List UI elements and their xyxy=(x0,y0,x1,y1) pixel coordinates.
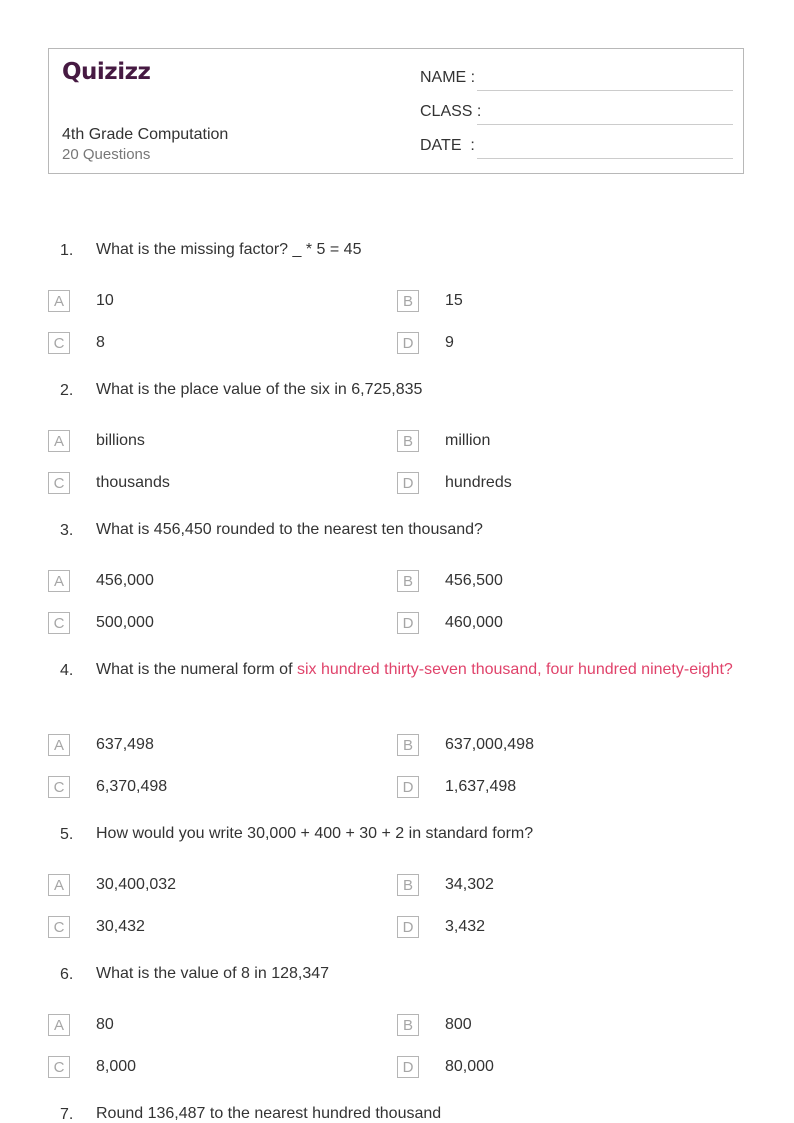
option-text: hundreds xyxy=(445,474,512,491)
option-text: 637,498 xyxy=(96,736,154,753)
option-text: 500,000 xyxy=(96,614,154,631)
question-text-prefix: What is the numeral form of xyxy=(96,661,297,678)
q2-option-b[interactable] xyxy=(397,430,491,452)
worksheet-title: 4th Grade Computation xyxy=(62,126,229,143)
question-text: Round 136,487 to the nearest hundred thousand xyxy=(96,1105,442,1122)
option-letter-c: C xyxy=(48,472,70,494)
option-letter-c: C xyxy=(48,776,70,798)
option-letter-c: C xyxy=(48,332,70,354)
option-letter-b: B xyxy=(397,290,419,312)
question-text: How would you write 30,000 + 400 + 30 + 2 in standard form? xyxy=(96,825,534,842)
option-text: thousands xyxy=(96,474,170,491)
option-text: 6,370,498 xyxy=(96,778,168,795)
question-text xyxy=(96,658,736,682)
option-text: 80,000 xyxy=(445,1058,494,1075)
option-letter-a: A xyxy=(48,430,70,452)
q2-option-d[interactable] xyxy=(397,472,512,494)
name-line xyxy=(477,89,733,91)
q2-option-c[interactable] xyxy=(48,472,170,494)
q1-option-a[interactable] xyxy=(48,290,114,312)
quizizz-logo: Quizizz xyxy=(62,59,151,85)
q5-option-b[interactable] xyxy=(397,874,494,896)
question-number: 4. xyxy=(60,662,74,679)
worksheet-header xyxy=(48,48,744,174)
option-text: 30,432 xyxy=(96,918,145,935)
option-text: 8 xyxy=(96,334,105,351)
question-count: 20 Questions xyxy=(62,146,151,163)
option-letter-a: A xyxy=(48,874,70,896)
question-text: What is 456,450 rounded to the nearest ten thousand? xyxy=(96,521,483,538)
question-number: 7. xyxy=(60,1106,74,1123)
option-letter-b: B xyxy=(397,430,419,452)
question-number: 3. xyxy=(60,522,74,539)
q4-option-d[interactable] xyxy=(397,776,517,798)
class-line xyxy=(477,123,733,125)
q6-option-b[interactable] xyxy=(397,1014,472,1036)
question-number: 6. xyxy=(60,966,74,983)
option-letter-a: A xyxy=(48,1014,70,1036)
option-text: 30,400,032 xyxy=(96,876,177,893)
q6-option-c[interactable] xyxy=(48,1056,137,1078)
option-letter-b: B xyxy=(397,874,419,896)
option-text: 15 xyxy=(445,292,463,309)
q1-option-c[interactable] xyxy=(48,332,105,354)
option-letter-a: A xyxy=(48,290,70,312)
question-text-highlight: six hundred thirty-seven thousand, four hundred ninety-eight? xyxy=(296,661,733,678)
date-label: DATE : xyxy=(420,137,475,154)
option-letter-b: B xyxy=(397,570,419,592)
q4-option-b[interactable] xyxy=(397,734,534,756)
option-text: billions xyxy=(96,432,145,449)
q4-option-a[interactable] xyxy=(48,734,154,756)
q4-option-c[interactable] xyxy=(48,776,168,798)
option-text: 10 xyxy=(96,292,114,309)
question-number: 5. xyxy=(60,826,74,843)
option-letter-a: A xyxy=(48,734,70,756)
option-letter-d: D xyxy=(397,916,419,938)
question-number: 2. xyxy=(60,382,74,399)
option-letter-d: D xyxy=(397,776,419,798)
option-letter-c: C xyxy=(48,612,70,634)
option-text: 80 xyxy=(96,1016,114,1033)
class-label: CLASS : xyxy=(420,103,482,120)
option-letter-c: C xyxy=(48,916,70,938)
option-text: 3,432 xyxy=(445,918,486,935)
q5-option-a[interactable] xyxy=(48,874,177,896)
q1-option-b[interactable] xyxy=(397,290,463,312)
option-text: 456,000 xyxy=(96,572,154,589)
option-text: 34,302 xyxy=(445,876,494,893)
q5-option-c[interactable] xyxy=(48,916,145,938)
q3-option-b[interactable] xyxy=(397,570,503,592)
question-text: What is the missing factor? _ * 5 = 45 xyxy=(96,241,362,258)
q1-option-d[interactable] xyxy=(397,332,454,354)
name-field xyxy=(420,69,475,87)
option-text: 9 xyxy=(445,334,454,351)
option-letter-b: B xyxy=(397,734,419,756)
q6-option-d[interactable] xyxy=(397,1056,494,1078)
class-field xyxy=(420,103,481,121)
option-letter-d: D xyxy=(397,1056,419,1078)
q5-option-d[interactable] xyxy=(397,916,486,938)
name-label: NAME : xyxy=(420,69,476,86)
q6-option-a[interactable] xyxy=(48,1014,114,1036)
option-letter-d: D xyxy=(397,332,419,354)
question-text: What is the value of 8 in 128,347 xyxy=(96,965,330,982)
q3-option-a[interactable] xyxy=(48,570,154,592)
q2-option-a[interactable] xyxy=(48,430,145,452)
option-letter-a: A xyxy=(48,570,70,592)
q3-option-c[interactable] xyxy=(48,612,154,634)
option-text: 637,000,498 xyxy=(445,736,534,753)
option-text: 800 xyxy=(445,1016,472,1033)
option-text: 8,000 xyxy=(96,1058,137,1075)
option-text: 460,000 xyxy=(445,614,503,631)
date-line xyxy=(477,157,733,159)
question-text: What is the place value of the six in 6,725,835 xyxy=(96,381,423,398)
date-field xyxy=(420,137,475,155)
question-number: 1. xyxy=(60,242,74,259)
option-text: million xyxy=(445,432,491,449)
option-letter-c: C xyxy=(48,1056,70,1078)
option-letter-b: B xyxy=(397,1014,419,1036)
option-letter-d: D xyxy=(397,472,419,494)
option-text: 1,637,498 xyxy=(445,778,517,795)
option-letter-d: D xyxy=(397,612,419,634)
option-text: 456,500 xyxy=(445,572,503,589)
q3-option-d[interactable] xyxy=(397,612,503,634)
